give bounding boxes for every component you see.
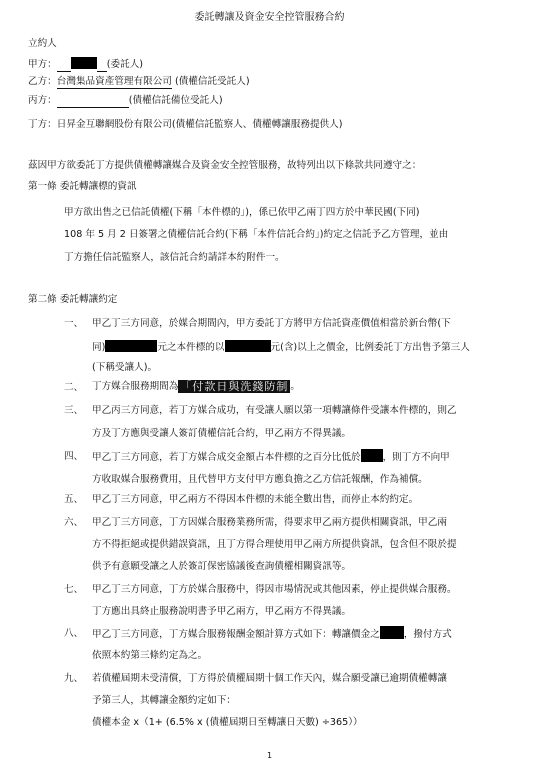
item9-formula: 債權本金 x（1+ (6.5% x (債權屆期日至轉讓日天數) ÷365）） xyxy=(92,717,363,728)
party-jia-blank-right xyxy=(97,59,107,72)
party-bing-blank xyxy=(57,95,129,108)
item6-number: 六、 xyxy=(64,517,84,528)
item8-number: 八、 xyxy=(64,628,84,639)
item4-number: 四、 xyxy=(64,451,84,462)
item9-number: 九、 xyxy=(64,673,84,684)
document-title: 委託轉讓及資金安全控管服務合約 xyxy=(194,12,345,23)
item3-line2: 方及丁方應與受讓人簽訂債權信託合約，甲乙兩方不得異議。 xyxy=(92,428,352,439)
party-jia xyxy=(28,57,143,72)
article1-line2: 108 年 5 月 2 日簽署之債權信託合約(下稱「本件信託合約」)約定之信託予乙方管理，並由 xyxy=(64,229,449,240)
item8-line2: 依照本約第三條約定為之。 xyxy=(92,650,208,661)
item1-line1: 甲乙丁三方同意，於媒合期間內，甲方委託丁方將甲方信託資產價值相當於新台幣(下 xyxy=(92,318,451,329)
party-yi xyxy=(28,76,250,89)
party-bing-role: (債權信託備位受託人) xyxy=(128,95,223,106)
item1-line2-b: 元之本件標的以 xyxy=(157,342,225,353)
item7-number: 七、 xyxy=(64,584,84,595)
parties-header: 立約人 xyxy=(28,38,57,49)
item5-line1: 甲乙丁三方同意，甲乙兩方不得因本件標的未能全數出售，而停止本約約定。 xyxy=(92,494,419,505)
item5-number: 五、 xyxy=(64,494,84,505)
party-bing-label: 丙方： xyxy=(28,95,57,106)
article1-line3: 丁方擔任信託監察人，該信託合約請詳本約附件一。 xyxy=(64,252,285,263)
party-bing xyxy=(28,95,223,108)
item8-fee-redaction xyxy=(380,626,404,639)
item1-line2 xyxy=(92,340,470,354)
party-yi-label: 乙方： xyxy=(28,76,57,87)
party-ding-text: 日昇金互聯網股份有限公司(債權信託監察人、債權轉讓服務提供人) xyxy=(56,119,343,130)
party-yi-name: 台灣集品資產管理有限公司 xyxy=(56,76,172,87)
item8-line1-b: ，撥付方式 xyxy=(403,629,452,640)
item6-line1: 甲乙丁三方同意，丁方因媒合服務業務所需，得要求甲乙兩方提供相關資訊，甲乙兩 xyxy=(92,517,447,528)
page-number: 1 xyxy=(266,751,273,760)
item2-line1-c: 。 xyxy=(290,381,300,392)
item4-line1-a: 甲乙丁三方同意，若丁方媒合成交金額占本件標的之百分比低於 xyxy=(92,452,361,463)
item7-line2: 丁方應出具終止服務說明書予甲乙兩方，甲乙兩方不得異議。 xyxy=(92,606,352,617)
intro-paragraph: 茲因甲方欲委託丁方提供債權轉讓媒合及資金安全控管服務，故特列出以下條款共同遵守之： xyxy=(28,160,422,171)
item7-line1: 甲乙丁三方同意，丁方於媒合服務中，得因市場情況或其他因素，停止提供媒合服務。 xyxy=(92,584,457,595)
item1-price-redaction xyxy=(225,340,271,352)
article1-heading: 第一條 委託轉讓標的資訊 xyxy=(28,181,137,192)
item1-amount-redaction xyxy=(105,340,157,352)
item9-line1: 若債權屆期未受清償，丁方得於債權屆期十個工作天內，媒合願受讓已逾期債權轉讓 xyxy=(92,673,447,684)
item8-line1-a: 甲乙丁三方同意，丁方媒合服務報酬金額計算方式如下：轉讓價金之 xyxy=(92,629,380,640)
item3-line1: 甲乙丙三方同意，若丁方媒合成功，有受讓人願以第一項轉讓條件受讓本件標的，則乙 xyxy=(92,405,457,416)
party-jia-redaction xyxy=(71,57,97,69)
party-jia-role: (委託人) xyxy=(106,59,144,70)
item3-number: 三、 xyxy=(64,405,84,416)
item2-line1 xyxy=(92,380,300,393)
item2-number: 二、 xyxy=(64,382,84,393)
article2-heading: 第二條 委託轉讓約定 xyxy=(28,294,118,305)
item4-line1-b: ，則丁方不向甲 xyxy=(382,452,450,463)
party-yi-role: (債權信託受託人) xyxy=(174,76,250,87)
item1-line2-a: 同) xyxy=(92,342,106,353)
party-jia-blank-left xyxy=(57,59,71,72)
item1-line3: (下稱受讓人)。 xyxy=(92,362,158,373)
item6-line2: 方不得拒絕或提供錯誤資訊，且丁方得合理使用甲乙兩方所提供資訊，包含但不限於提 xyxy=(92,539,457,550)
party-jia-label: 甲方： xyxy=(28,59,57,70)
party-ding xyxy=(28,119,343,131)
item1-line2-c: 元(含)以上之價金，比例委託丁方出售予第三人 xyxy=(270,342,470,353)
item4-line1 xyxy=(92,449,450,464)
party-ding-label: 丁方： xyxy=(28,119,57,130)
item4-percent-redaction xyxy=(361,449,383,462)
item6-line3: 供予有意願受讓之人於簽訂保密協議後查詢債權相關資訊等。 xyxy=(92,561,352,572)
item9-line2: 予第三人，其轉讓金額約定如下： xyxy=(92,695,236,706)
item2-highlighted-period: 「付款日與洗錢防制 xyxy=(180,380,289,393)
article1-line1: 甲方欲出售之已信託債權(下稱「本件標的」)，係已依甲乙兩丁四方於中華民國(下同) xyxy=(64,207,420,218)
item8-line1 xyxy=(92,626,452,641)
item2-line1-a: 丁方媒合服務期間為 xyxy=(92,381,179,392)
item4-line2: 方收取媒合服務費用，且代替甲方支付甲方應負擔之乙方信託報酬，作為補償。 xyxy=(92,474,428,485)
item1-number: 一、 xyxy=(64,318,84,329)
